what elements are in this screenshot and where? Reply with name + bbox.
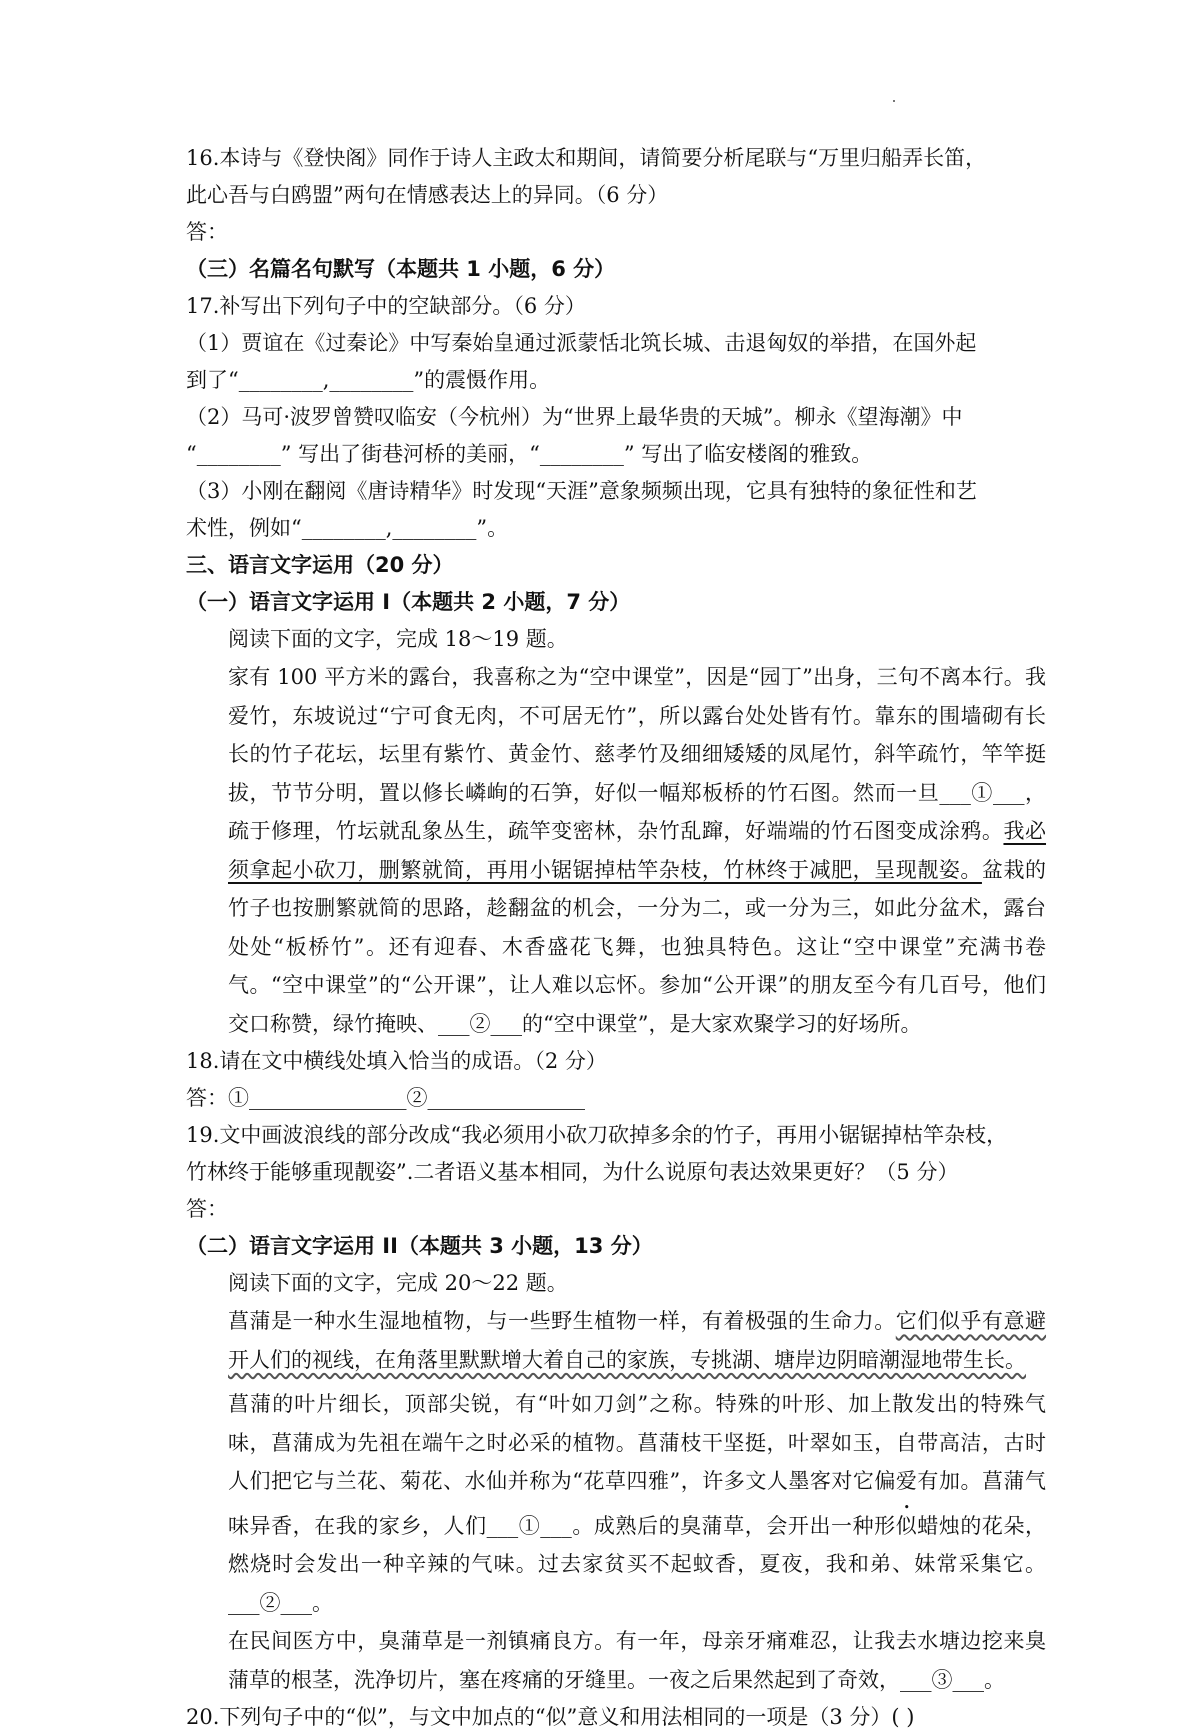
q19-line2: 竹林终于能够重现靓姿”.二者语义基本相同，为什么说原句表达效果更好？（5 分） — [186, 1160, 959, 1184]
passage2-wavy-sentence: 它们似乎有意避开人们的视线，在角落里默默增大着自己的家族，专挑湖、塘岸边阴暗潮湿地带生长。 — [228, 1309, 1047, 1372]
passage2-blank2: ___②___ — [228, 1590, 312, 1615]
passage2-paragraph3 — [186, 1622, 1046, 1699]
passage1-blank2: ___②___ — [438, 1011, 522, 1036]
passage2-p2-text-a: 菖蒲的叶片细长，顶部尖锐，有“叶如刀剑”之称。特殊的叶形、加上散发出的特殊气味，菖蒲成为先祖在端午之时必采的植物。菖蒲枝干坚挺，叶翠如玉，自带高洁，古时人们把它与兰花、菊花、水仙并称为“花草四雅”，许多文人墨客对它偏爱有加。菖蒲气味异香，在我的家乡，人们 — [228, 1392, 1046, 1538]
q16-line2: 此心吾与白鸥盟”两句在情感表达上的异同。（6 分） — [186, 183, 669, 207]
q17-part2-line2: “________” 写出了街巷河桥的美丽，“________” 写出了临安楼阁的雅致。 — [186, 442, 873, 466]
q16-line1: 16.本诗与《登快阁》同作于诗人主政太和期间，请简要分析尾联与“万里归船弄长笛， — [186, 146, 987, 170]
q18-answer: 答：①_______________②_______________ — [186, 1086, 585, 1110]
q16-answer: 答： — [186, 220, 228, 244]
passage1-text-c: 盆栽的竹子也按删繁就简的思路，趁翻盆的机会，一分为二，或一分为三，如此分盆术，露台处处“板桥竹”。还有迎春、木香盛花飞舞，也独具特色。这让“空中课堂”充满书卷气。“空中课堂”的“公开课”，让人难以忘怀。参加“公开课”的朋友至今有几百号，他们交口称赞，绿竹掩映、 — [228, 857, 1047, 1036]
passage1 — [186, 658, 1046, 1043]
sub2-title: （二）语言文字运用 II（本题共 3 小题，13 分） — [186, 1234, 653, 1258]
passage1-underlined-sentence: 我必须拿起小砍刀，删繁就简，再用小锯锯掉枯竿杂枝，竹林终于减肥，呈现靓姿。 — [228, 819, 1047, 882]
q17-part1-line1: （1）贾谊在《过秦论》中写秦始皇通过派蒙恬北筑长城、击退匈奴的举措，在国外起 — [186, 331, 977, 355]
passage2-p2-text-c: 蜡烛的花朵，燃烧时会发出一种辛辣的气味。过去家贫买不起蚊香，夏夜，我和弟、妹常采集它。 — [228, 1513, 1047, 1576]
q17-part2-line1: （2）马可·波罗曾赞叹临安（今杭州）为“世界上最华贵的天城”。柳永《望海潮》中 — [186, 405, 963, 429]
sub2-intro: 阅读下面的文字，完成 20～22 题。 — [228, 1271, 568, 1295]
section-title-recitation: （三）名篇名句默写（本题共 1 小题，6 分） — [186, 257, 616, 281]
passage2-p3-text-b: 。 — [984, 1667, 1005, 1692]
passage2-paragraph2 — [186, 1385, 1046, 1622]
passage2-p1-text: 菖蒲是一种水生湿地植物，与一些野生植物一样，有着极强的生命力。 — [228, 1309, 896, 1333]
q18-stem: 18.请在文中横线处填入恰当的成语。（2 分） — [186, 1049, 607, 1073]
passage2-paragraph1 — [186, 1302, 1046, 1379]
sub1-intro: 阅读下面的文字，完成 18～19 题。 — [228, 627, 568, 651]
q20-stem: 20.下列句子中的“似”，与文中加点的“似”意义和用法相同的一项是（3 分）( ) — [186, 1705, 915, 1729]
q17-part3-line1: （3）小刚在翻阅《唐诗精华》时发现“天涯”意象频频出现，它具有独特的象征性和艺 — [186, 479, 977, 503]
passage1-text-a: 家有 100 平方米的露台，我喜称之为“空中课堂”，因是“园丁”出身，三句不离本行。我爱竹，东坡说过“宁可食无肉，不可居无竹”，所以露台处处皆有竹。靠东的围墙砌有长长的竹子花坛，坛里有紫竹、黄金竹、慈孝竹及细细矮矮的凤尾竹，斜竿疏竹，竿竿挺拔，节节分明，置以修长嶙峋的石笋，好似一幅郑板桥的竹石图。然而一旦 — [228, 665, 1046, 805]
q17-stem: 17.补写出下列句子中的空缺部分。（6 分） — [186, 294, 586, 318]
q19-line1: 19.文中画波浪线的部分改成“我必须用小砍刀砍掉多余的竹子，再用小锯锯掉枯竿杂枝， — [186, 1123, 1008, 1147]
q19-answer: 答： — [186, 1197, 228, 1221]
passage2-blank3: ___③___ — [900, 1667, 984, 1692]
sub1-title: （一）语言文字运用 I（本题共 2 小题，7 分） — [186, 590, 631, 614]
q17-part3-line2: 术性，例如“________,________”。 — [186, 516, 509, 540]
passage2-p2-text-b: 。成熟后的臭蒲草，会开出一种形 — [571, 1513, 896, 1538]
passage1-blank1: ___①___ — [939, 780, 1025, 805]
passage2-p3-text-a: 在民间医方中，臭蒲草是一剂镇痛良方。有一年，母亲牙痛难忍，让我去水塘边挖来臭蒲草的根茎，洗净切片，塞在疼痛的牙缝里。一夜之后果然起到了奇效， — [228, 1629, 1046, 1692]
passage2-blank1: ___①___ — [486, 1513, 572, 1538]
passage2-p2-text-d: 。 — [312, 1590, 333, 1615]
q17-part1-line2: 到了“________,________”的震慑作用。 — [186, 368, 551, 392]
passage1-text-b: ，疏于修理，竹坛就乱象丛生，疏竿变密林，杂竹乱蹿，好端端的竹石图变成涂鸦。 — [228, 780, 1047, 843]
part3-title: 三、语言文字运用（20 分） — [186, 553, 454, 577]
passage1-text-d: 的“空中课堂”，是大家欢聚学习的好场所。 — [522, 1011, 922, 1036]
scan-speck — [893, 100, 895, 102]
passage2-dotted-char: 似 — [895, 1513, 918, 1538]
exam-page — [186, 140, 1046, 1736]
